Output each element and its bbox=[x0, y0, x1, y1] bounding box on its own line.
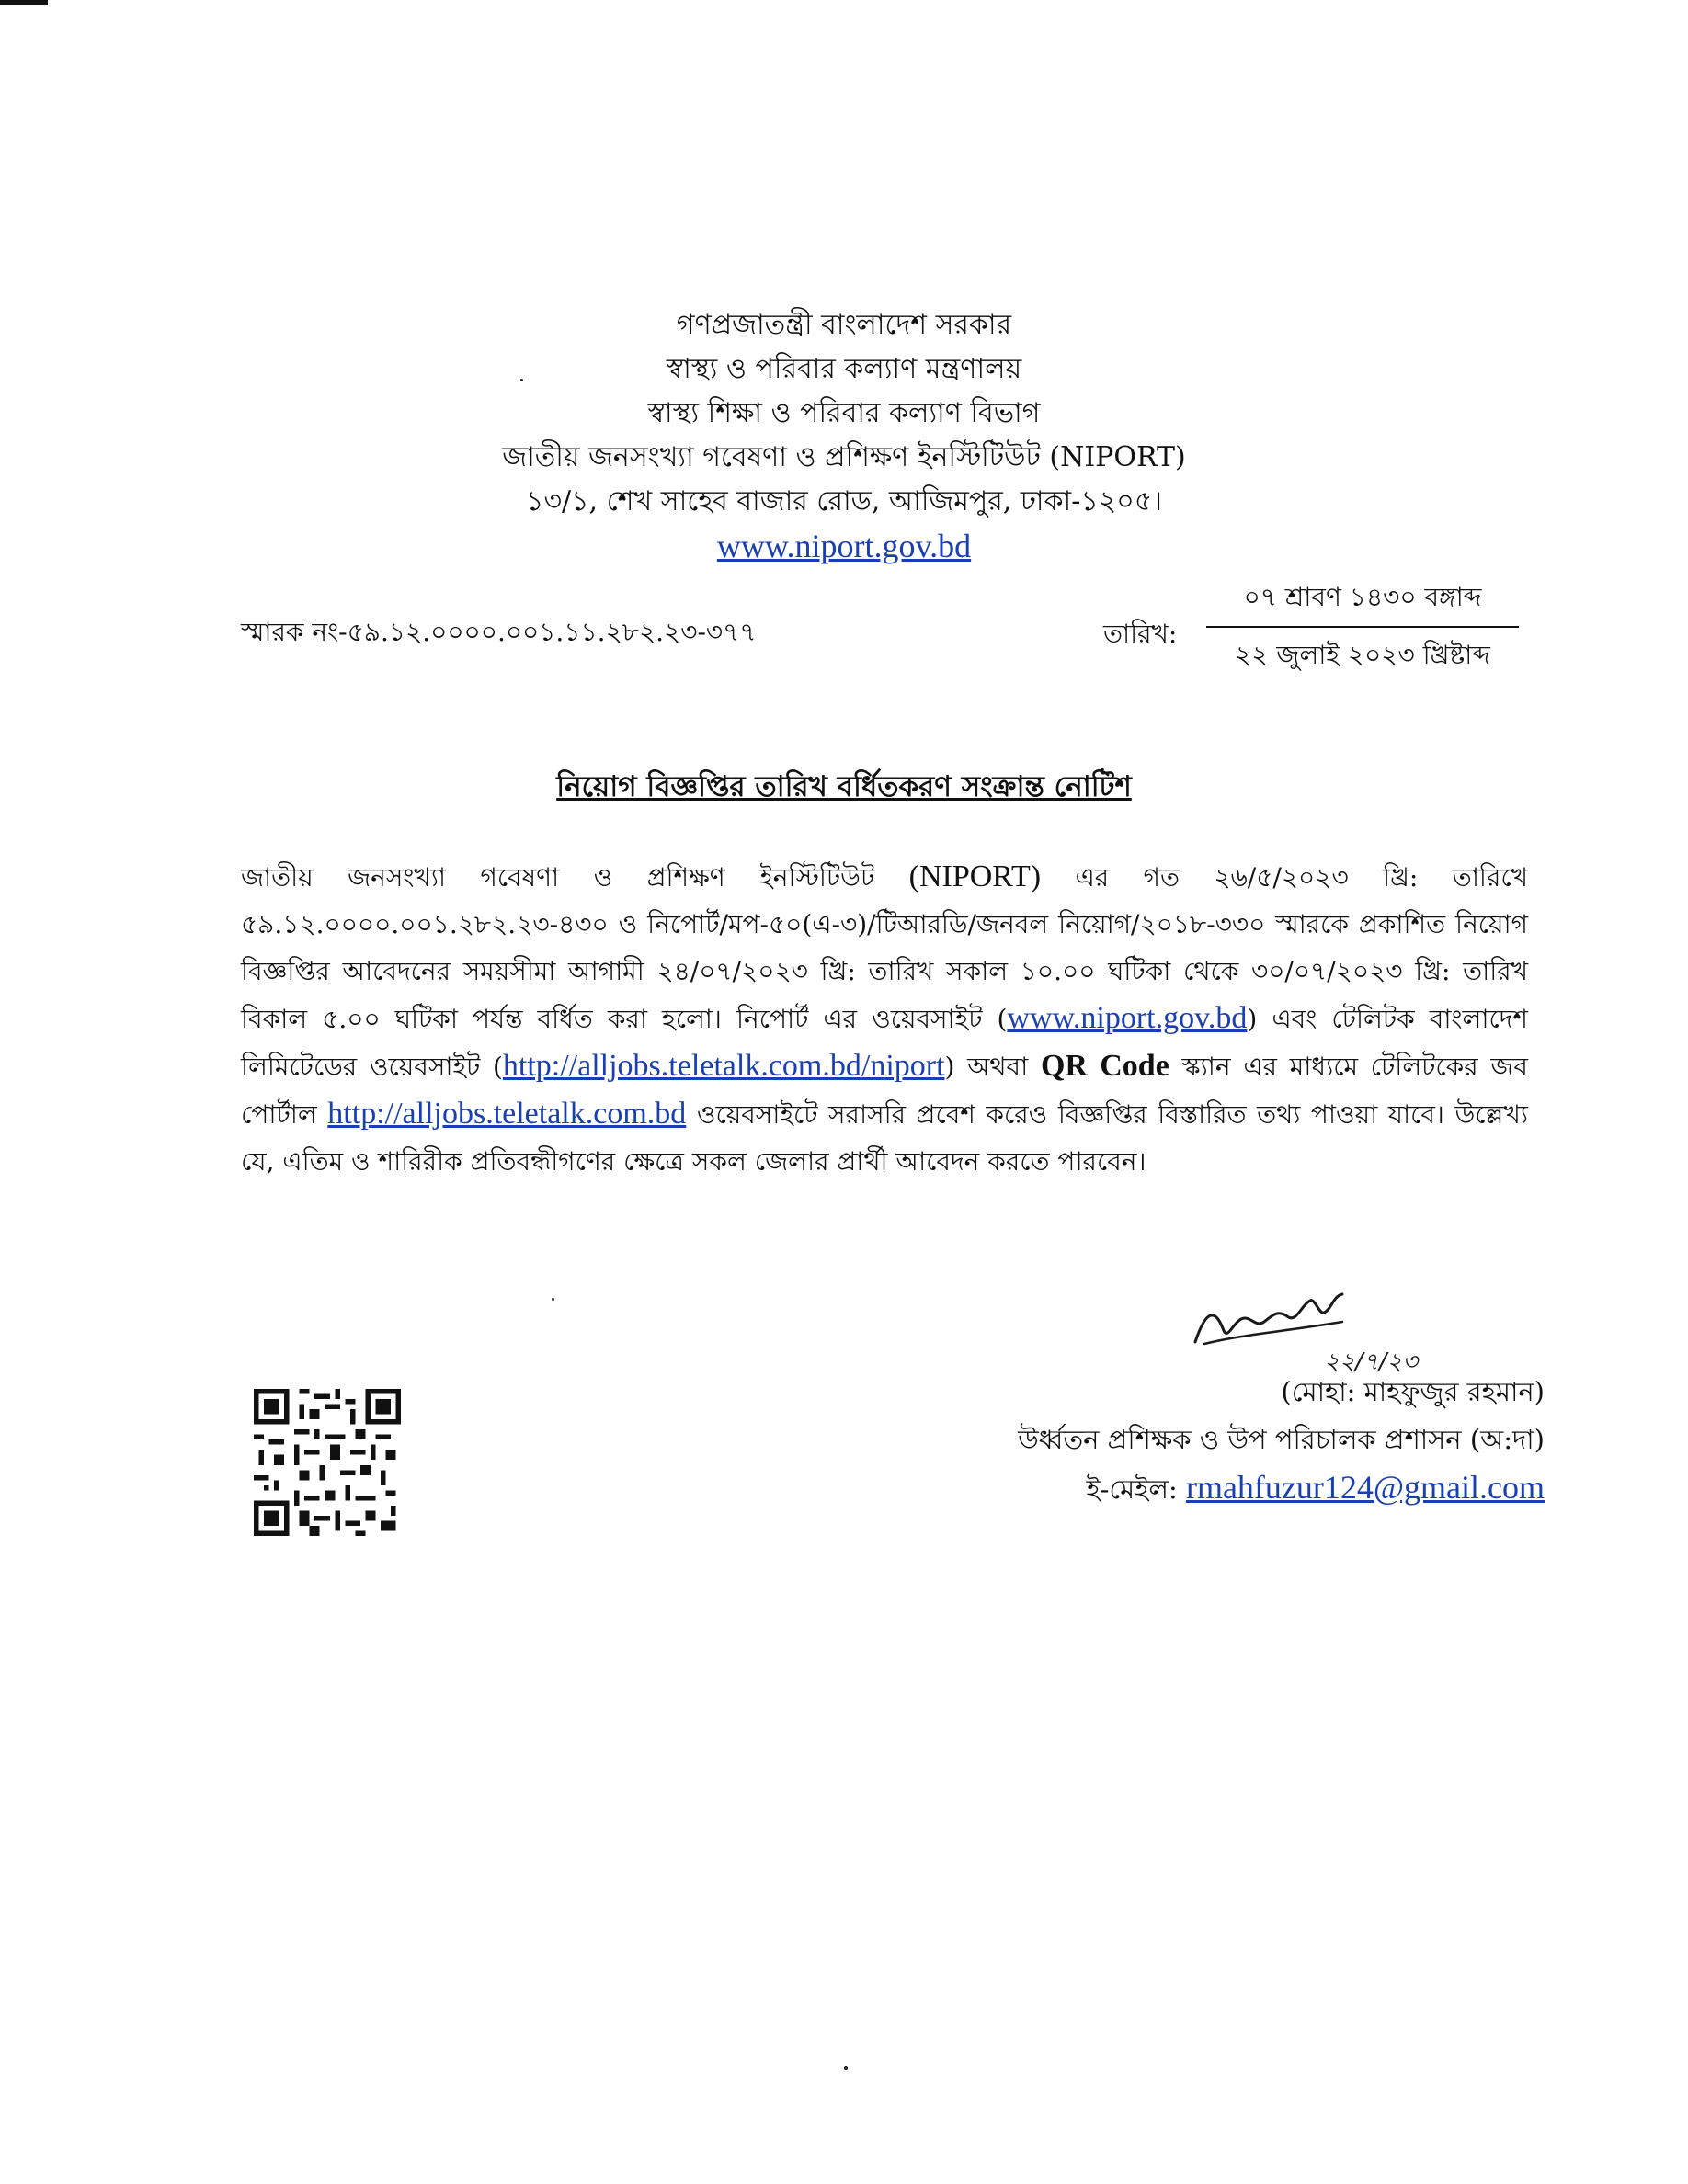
date-label: তারিখ: bbox=[1103, 619, 1178, 649]
body-niport: (NIPORT) bbox=[908, 859, 1042, 893]
notice-title-text: নিয়োগ বিজ্ঞপ্তির তারিখ বর্ধিতকরণ সংক্রান্ত নোটিশ bbox=[556, 770, 1132, 803]
letterhead bbox=[0, 303, 1688, 571]
body-text-4: ) অথবা bbox=[944, 1052, 1041, 1082]
body-text-2: এর গত ২৬/৫/২০২৩ খ্রি: তারিখে ৫৯.১২.০০০০.০০১.২৮২.২৩-৪৩০ ও নিপোর্ট/মপ-৫০(এ-৩)/টিআরডি/জনবল নিয়োগ/২০১৮-৩৩০ স্মারকে প্রকাশিত নিয়োগ বিজ্ঞপ্তির আবেদনের সময়সীমা আগামী ২৪/০৭/২০২৩ খ্রি: তারিখ সকাল ১০.০০ ঘটিকা থেকে ৩০/০৭/২০২৩ খ্রি: তারিখ বিকাল ৫.০০ ঘটিকা পর্যন্ত বর্ধিত করা হলো। নিপোর্ট এর ওয়েবসাইট ( bbox=[241, 862, 1528, 1034]
notice-title bbox=[0, 765, 1688, 813]
government-name: গণপ্রজাতন্ত্রী বাংলাদেশ সরকার bbox=[676, 309, 1012, 341]
teletalk-portal-link[interactable]: http://alljobs.teletalk.com.bd bbox=[327, 1097, 687, 1131]
division-name: স্বাস্থ্য শিক্ষা ও পরিবার কল্যাণ বিভাগ bbox=[647, 397, 1041, 429]
institute-name: জাতীয় জনসংখ্যা গবেষণা ও প্রশিক্ষণ ইনস্টিটিউট (NIPORT) bbox=[502, 441, 1186, 473]
signatory-email-link[interactable]: rmahfuzur124@gmail.com bbox=[1185, 1469, 1545, 1506]
body-text-5: স্ক্যান এর মাধ্যমে টেলিটকের জব পোর্টাল bbox=[241, 1052, 1529, 1130]
scan-speck bbox=[552, 1298, 554, 1301]
signature-date: ২২/৭/২৩ bbox=[1324, 1348, 1419, 1376]
teletalk-niport-link[interactable]: http://alljobs.teletalk.com.bd/niport bbox=[502, 1049, 945, 1083]
ministry-name: স্বাস্থ্য ও পরিবার কল্যাণ মন্ত্রণালয় bbox=[666, 353, 1022, 385]
qr-code-image bbox=[254, 1384, 401, 1541]
institute-address: ১৩/১, শেখ সাহেব বাজার রোড, আজিমপুর, ঢাকা-১২০৫। bbox=[525, 485, 1163, 518]
niport-website-link[interactable]: www.niport.gov.bd bbox=[1007, 1001, 1248, 1035]
body-text-6: ওয়েবসাইটে সরাসরি প্রবেশ করেও বিজ্ঞপ্তির বিস্তারিত তথ্য পাওয়া যাবে। উল্লেখ্য যে, এতিম ও শারিরীক প্রতিবন্ধীগণের ক্ষেত্রে সকল জেলার প্রার্থী আবেদন করতে পারবেন। bbox=[241, 1099, 1528, 1177]
date-bangla: ০৭ শ্রাবণ ১৪৩০ বঙ্গাব্দ bbox=[1206, 577, 1519, 628]
body-text-3: ) এবং টেলিটক বাংলাদেশ লিমিটেডের ওয়েবসাইট ( bbox=[241, 1004, 1528, 1082]
date-block bbox=[1206, 577, 1519, 678]
body-text-1: জাতীয় জনসংখ্যা গবেষণা ও প্রশিক্ষণ ইনস্টিটিউট bbox=[241, 862, 909, 893]
scan-speck bbox=[520, 379, 523, 381]
signatory-designation: উর্ধ্বতন প্রশিক্ষক ও উপ পরিচালক প্রশাসন (অ:দা) bbox=[1018, 1424, 1545, 1455]
memo-number: স্মারক নং-৫৯.১২.০০০০.০০১.১১.২৮২.২৩-৩৭৭ bbox=[241, 617, 757, 647]
institute-website-link[interactable]: www.niport.gov.bd bbox=[716, 528, 972, 564]
scan-edge-mark bbox=[0, 0, 48, 5]
signatory-name: (মোহা: মাহফুজুর রহমান) bbox=[1281, 1376, 1545, 1407]
date-english: ২২ জুলাই ২০২৩ খ্রিষ্টাব্দ bbox=[1235, 640, 1490, 670]
notice-body bbox=[241, 853, 1528, 1185]
scan-speck bbox=[844, 2066, 848, 2070]
signatory-block bbox=[919, 1368, 1545, 1513]
body-qr-code: QR Code bbox=[1040, 1049, 1169, 1083]
email-label: ই-মেইল: bbox=[1086, 1473, 1186, 1505]
